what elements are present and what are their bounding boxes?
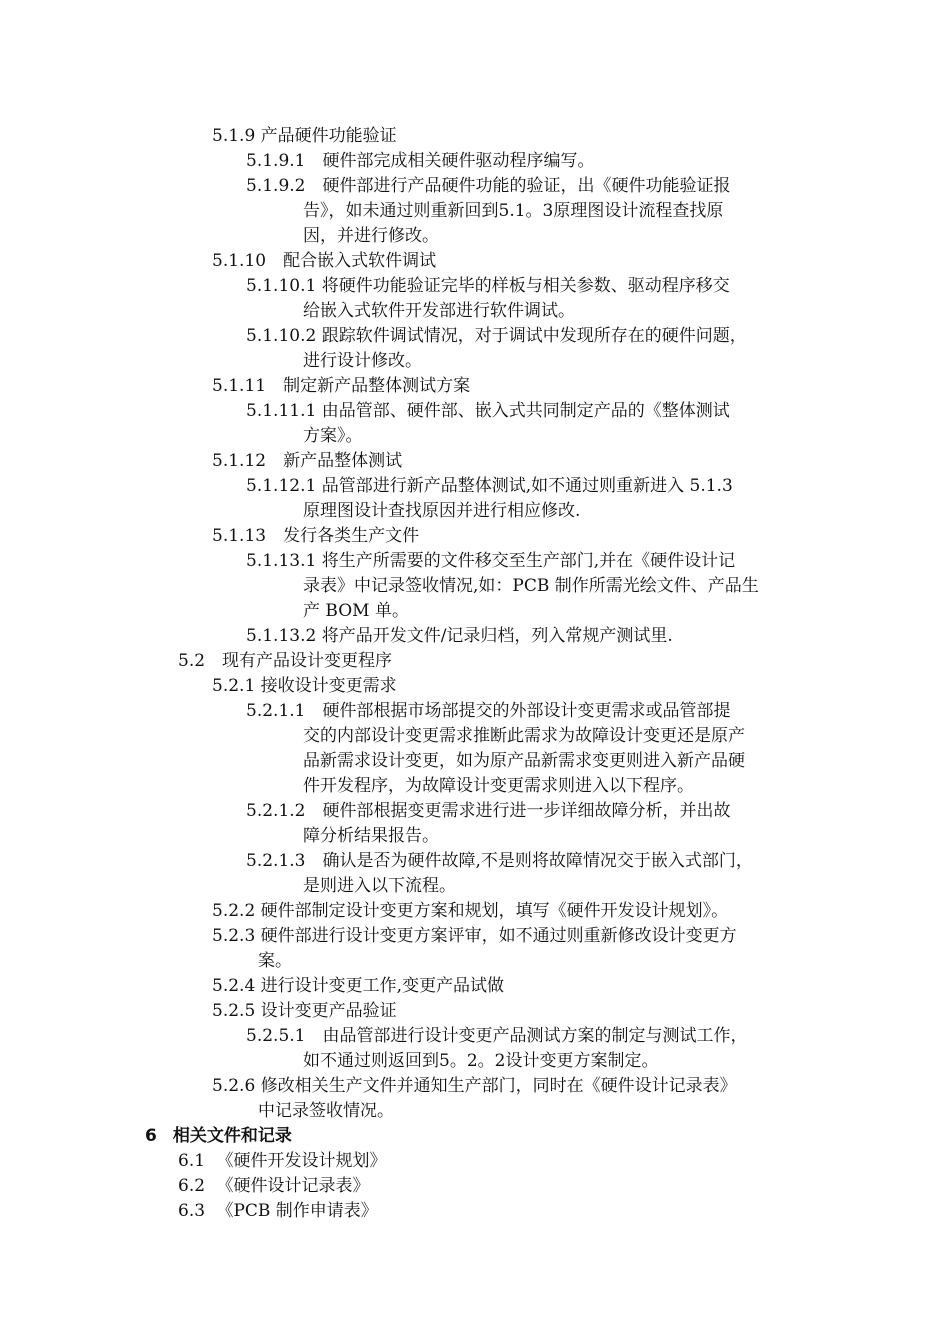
item-5-2-2: 5.2.2 硬件部制定设计变更方案和规划，填写《硬件开发设计规划》。 bbox=[212, 901, 729, 921]
section-6-title: 相关文件和记录 bbox=[172, 1126, 292, 1146]
item-5-1-10-2-cont: 进行设计修改。 bbox=[303, 351, 422, 371]
list-item-text: 《硬件开发设计规划》 bbox=[216, 1151, 387, 1171]
heading-5-2-5: 5.2.5 设计变更产品验证 bbox=[212, 1001, 397, 1021]
item-5-1-9-2-cont: 告》，如未通过则重新回到5.1。3原理图设计流程查找原 bbox=[303, 201, 724, 221]
heading-5-1-11: 5.1.11 制定新产品整体测试方案 bbox=[212, 376, 471, 396]
section-6-heading bbox=[145, 1125, 292, 1147]
item-5-2-1-2-cont: 障分析结果报告。 bbox=[303, 826, 439, 846]
item-5-1-13-1: 5.1.13.1 将生产所需要的文件移交至生产部门,并在《硬件设计记 bbox=[246, 551, 736, 571]
item-5-1-13-1-cont: 录表》中记录签收情况,如：PCB 制作所需光绘文件、产品生 bbox=[303, 576, 759, 596]
list-item-number: 6.2 bbox=[178, 1176, 206, 1196]
list-item bbox=[178, 1150, 386, 1172]
heading-5-1-10: 5.1.10 配合嵌入式软件调试 bbox=[212, 251, 437, 271]
heading-5-2: 5.2 现有产品设计变更程序 bbox=[178, 651, 393, 671]
list-item-number: 6.3 bbox=[178, 1201, 206, 1221]
section-6-number: 6 bbox=[145, 1126, 157, 1146]
item-5-2-5-1: 5.2.5.1 由品管部进行设计变更产品测试方案的制定与测试工作， bbox=[246, 1026, 748, 1046]
item-5-1-9-1: 5.1.9.1 硬件部完成相关硬件驱动程序编写。 bbox=[246, 151, 595, 171]
heading-5-1-12: 5.1.12 新产品整体测试 bbox=[212, 451, 403, 471]
item-5-2-6-cont: 中记录签收情况。 bbox=[258, 1101, 394, 1121]
item-5-2-1-2: 5.2.1.2 硬件部根据变更需求进行进一步详细故障分析，并出故 bbox=[246, 801, 731, 821]
item-5-1-12-1-cont: 原理图设计查找原因并进行相应修改. bbox=[303, 501, 581, 521]
item-5-1-11-1-cont: 方案》。 bbox=[303, 426, 363, 446]
item-5-2-1-1: 5.2.1.1 硬件部根据市场部提交的外部设计变更需求或品管部提 bbox=[246, 701, 731, 721]
item-5-2-1-3-cont: 是则进入以下流程。 bbox=[303, 876, 456, 896]
heading-5-1-13: 5.1.13 发行各类生产文件 bbox=[212, 526, 420, 546]
list-item bbox=[178, 1200, 378, 1222]
list-item-text: 《PCB 制作申请表》 bbox=[216, 1201, 378, 1221]
item-5-1-13-2: 5.1.13.2 将产品开发文件/记录归档，列入常规产测试里. bbox=[246, 626, 673, 646]
heading-5-1-9: 5.1.9 产品硬件功能验证 bbox=[212, 126, 397, 146]
item-5-1-12-1: 5.1.12.1 品管部进行新产品整体测试,如不通过则重新进入 5.1.3 bbox=[246, 476, 733, 496]
item-5-2-6: 5.2.6 修改相关生产文件并通知生产部门，同时在《硬件设计记录表》 bbox=[212, 1076, 737, 1096]
heading-5-2-1: 5.2.1 接收设计变更需求 bbox=[212, 676, 397, 696]
item-5-2-5-1-cont: 如不通过则返回到5。2。2设计变更方案制定。 bbox=[303, 1051, 659, 1071]
item-5-1-9-2-cont: 因，并进行修改。 bbox=[303, 226, 439, 246]
item-5-2-1-1-cont: 交的内部设计变更需求推断此需求为故障设计变更还是原产 bbox=[303, 726, 745, 746]
item-5-1-10-2: 5.1.10.2 跟踪软件调试情况，对于调试中发现所存在的硬件问题， bbox=[246, 326, 747, 346]
list-item-number: 6.1 bbox=[178, 1151, 206, 1171]
item-5-2-3-cont: 案。 bbox=[258, 951, 292, 971]
item-5-1-11-1: 5.1.11.1 由品管部、硬件部、嵌入式共同制定产品的《整体测试 bbox=[246, 401, 730, 421]
item-5-2-1-1-cont: 品新需求设计变更，如为原产品新需求变更则进入新产品硬 bbox=[303, 751, 745, 771]
item-5-1-9-2: 5.1.9.2 硬件部进行产品硬件功能的验证，出《硬件功能验证报 bbox=[246, 176, 731, 196]
item-5-1-10-1-cont: 给嵌入式软件开发部进行软件调试。 bbox=[303, 301, 575, 321]
item-5-2-1-3: 5.2.1.3 确认是否为硬件故障,不是则将故障情况交于嵌入式部门， bbox=[246, 851, 753, 871]
item-5-2-4: 5.2.4 进行设计变更工作,变更产品试做 bbox=[212, 976, 505, 996]
item-5-2-1-1-cont: 件开发程序，为故障设计变更需求则进入以下程序。 bbox=[303, 776, 694, 796]
item-5-2-3: 5.2.3 硬件部进行设计变更方案评审，如不通过则重新修改设计变更方 bbox=[212, 926, 737, 946]
item-5-1-13-1-cont: 产 BOM 单。 bbox=[303, 601, 409, 621]
list-item bbox=[178, 1175, 369, 1197]
list-item-text: 《硬件设计记录表》 bbox=[216, 1176, 370, 1196]
item-5-1-10-1: 5.1.10.1 将硬件功能验证完毕的样板与相关参数、驱动程序移交 bbox=[246, 276, 730, 296]
